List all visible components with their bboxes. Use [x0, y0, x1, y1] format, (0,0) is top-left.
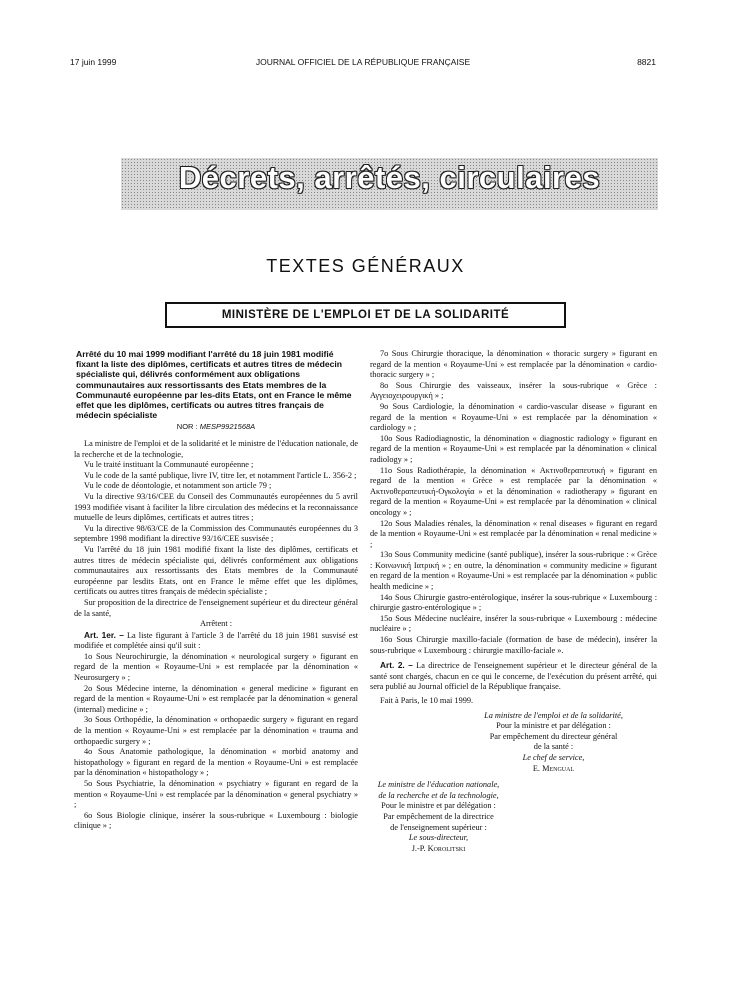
list-item: 15o Sous Médecine nucléaire, insérer la sous-rubrique « Luxembourg : médecine nucléaire » ; — [370, 613, 657, 634]
list-item: 16o Sous Chirurgie maxillo-faciale (formation de base de médecin), insérer la sous-rubrique « Luxembourg : chirurgie maxillo-faciale ». — [370, 635, 657, 655]
header-journal-title: JOURNAL OFFICIEL DE LA RÉPUBLIQUE FRANÇAISE — [255, 57, 471, 67]
fait-a-paris: Fait à Paris, le 10 mai 1999. — [380, 696, 474, 705]
signatory-name: J.-P. Korolitski — [411, 843, 466, 853]
nor-line — [74, 422, 358, 433]
header-date: 17 juin 1999 — [70, 57, 117, 67]
list-item: 5o Sous Psychiatrie, la dénomination « psychiatry » figurant en regard de la mention « Royaume-Uni » est remplacée par la dénomination « general psychiatry » ; — [74, 779, 358, 810]
article-2-text: La directrice de l'enseignement supérieur et le directeur général de la santé sont chargés, chacun en ce qui le concerne, de l'exécution du présent arrêté, qui sera publié au Journal officiel de la République française. — [370, 661, 657, 692]
signature-line: Le sous-directeur, — [408, 833, 469, 843]
right-column — [370, 349, 657, 854]
section-title: TEXTES GÉNÉRAUX — [266, 256, 465, 276]
ministry-box: MINISTÈRE DE L'EMPLOI ET DE LA SOLIDARITÉ — [165, 302, 566, 328]
signature-line: Pour la ministre et par délégation : — [496, 721, 611, 731]
signature-line: Le chef de service, — [522, 752, 585, 762]
paragraph: Vu la directive 93/16/CEE du Conseil des Communautés européennes du 5 avril 1993 modifiée visant à faciliter la libre circulation des médecins et la reconnaissance mutuelle de leurs diplômes, certificats et autres titres ; — [74, 491, 358, 523]
signature-line: Pour le ministre et par délégation : — [381, 801, 496, 811]
arretent: Arrêtent : — [199, 619, 233, 629]
list-item: 9o Sous Cardiologie, la dénomination « cardio-vascular disease » figurant en regard de la mention « Royaume-Uni » est remplacée par la dénomination « cardiology » ; — [370, 401, 657, 433]
signature-line: Par empêchement de la directrice — [383, 811, 494, 821]
paragraph: La ministre de l'emploi et de la solidarité et le ministre de l'éducation nationale, de la recherche et de la technologie, — [74, 439, 358, 459]
paragraph: Vu le code de déontologie, et notamment son article 79 ; — [84, 481, 272, 491]
page-header — [70, 57, 656, 71]
paragraph: Vu la directive 98/63/CE de la Commission des Communautés européennes du 3 septembre 1998 modifiant la directive 93/16/CEE susvisée ; — [74, 523, 358, 544]
list-item: 6o Sous Biologie clinique, insérer la sous-rubrique « Luxembourg : biologie clinique » ; — [74, 810, 358, 831]
banner-title: Décrets, arrêtés, circulaires — [178, 160, 601, 195]
list-item: 2o Sous Médecine interne, la dénomination « general medicine » figurant en regard de la mention « Royaume-Uni » est remplacée par la dénomination « general (internal) medicine » ; — [74, 683, 358, 714]
paragraph: Vu l'arrêté du 18 juin 1981 modifié fixant la liste des diplômes, certificats et autres titres de médecin spécialiste qui, délivrés conformément aux obligations communautaires aux ressortissants des Etats membres de la Communauté européenne par lesdits Etats, ont en France le même effet que les diplômes, certificats ou autres titres français de médecin spécialiste ; — [74, 544, 358, 597]
paragraph: Vu le code de la santé publique, livre IV, titre Ier, et notamment l'article L. 356-2 ; — [84, 470, 357, 480]
header-page-number: 8821 — [637, 57, 656, 67]
signature-line: La ministre de l'emploi et de la solidarité, — [484, 710, 623, 720]
signature-line: de la santé : — [533, 742, 574, 752]
article-2 — [370, 660, 657, 693]
list-item: 7o Sous Chirurgie thoracique, la dénomination « thoracic surgery » figurant en regard de la mention « Royaume-Uni » est remplacée par la dénomination « cardio-thoracic surgery » ; — [370, 349, 657, 380]
signature-block-1 — [450, 711, 657, 775]
list-item: 4o Sous Anatomie pathologique, la dénomination « morbid anatomy and histopathology » figurant en regard de la mention « Royaume-Uni » est remplacée par la dénomination « histopathology » ; — [74, 747, 358, 778]
article-1 — [74, 630, 358, 652]
paragraph: Sur proposition de la directrice de l'enseignement supérieur et du directeur général de la santé, — [74, 597, 358, 618]
signature-line: Le ministre de l'éducation nationale, — [377, 780, 500, 790]
article-2-label: Art. 2. – — [380, 660, 413, 671]
article-1-label: Art. 1er. – — [84, 629, 124, 640]
list-item: 12o Sous Maladies rénales, la dénomination « renal diseases » figurant en regard de la mention « Royaume-Uni » est remplacée par la dénomination « renal medicine » ; — [370, 518, 657, 549]
signature-block-2 — [370, 780, 507, 854]
signature-line: de la recherche et de la technologie, — [378, 790, 499, 800]
article-1-text: La liste figurant à l'article 3 de l'arrêté du 18 juin 1981 susvisé est modifiée et complétée ainsi qu'il suit : — [74, 630, 358, 651]
list-item: 11o Sous Radiothérapie, la dénomination « Ακτινοθεραπευτική » figurant en regard de la mention « Grèce » est remplacée par la dénomination « Ακτινοθεραπευτική-Ογκολογία » et la dénomination « radiotherapy » figurant en regard de la mention « Royaume-Uni » est remplacée par la dénomination « clinical oncology » ; — [370, 465, 657, 517]
arrete-title: Arrêté du 10 mai 1999 modifiant l'arrêté du 18 juin 1981 modifié fixant la liste des diplômes, certificats et autres titres de médecin spécialiste qui, délivrés conformément aux obligations communautaires aux ressortissants des Etats membres de la Communauté européenne par les-dits Etats, ont en France le même effet que les diplômes, certificats ou autres titres français de médecin spécialiste — [76, 349, 352, 421]
paragraph: Vu le traité instituant la Communauté européenne ; — [84, 460, 254, 470]
list-item: 8o Sous Chirurgie des vaisseaux, insérer la sous-rubrique « Grèce : Αγγειοχειρουργική » ; — [370, 380, 657, 401]
list-item: 3o Sous Orthopédie, la dénomination « orthopaedic surgery » figurant en regard de la mention « Royaume-Uni » est remplacée par la dénomination « trauma and orthopaedic surgery » ; — [74, 715, 358, 746]
signatory-name: E. Mengual — [532, 763, 575, 773]
list-item: 13o Sous Community medicine (santé publique), insérer la sous-rubrique : « Grèce : Κοινωνική Ιατρική » ; en outre, la dénomination « community medicine » figurant en regard de la mention « Royaume-Uni » est remplacée par la dénomination « public health medicine » ; — [370, 550, 657, 592]
nor-value: MESP9921568A — [199, 422, 256, 432]
list-item: 14o Sous Chirurgie gastro-entérologique, insérer la sous-rubrique « Luxembourg : chirurgie gastro-entérologique » ; — [370, 592, 657, 613]
signature-line: de l'enseignement supérieur : — [390, 822, 487, 832]
signature-line: Par empêchement du directeur général — [489, 731, 618, 741]
list-item: 10o Sous Radiodiagnostic, la dénomination « diagnostic radiology » figurant en regard de la mention « Royaume-Uni » est remplacée par la dénomination « clinical radiology » ; — [370, 433, 657, 464]
list-item: 1o Sous Neurochirurgie, la dénomination « neurological surgery » figurant en regard de la mention « Royaume-Uni » est remplacée par la dénomination « Neurosurgery » ; — [74, 651, 358, 683]
nor-label: NOR : — [176, 422, 198, 432]
left-column — [74, 349, 358, 832]
